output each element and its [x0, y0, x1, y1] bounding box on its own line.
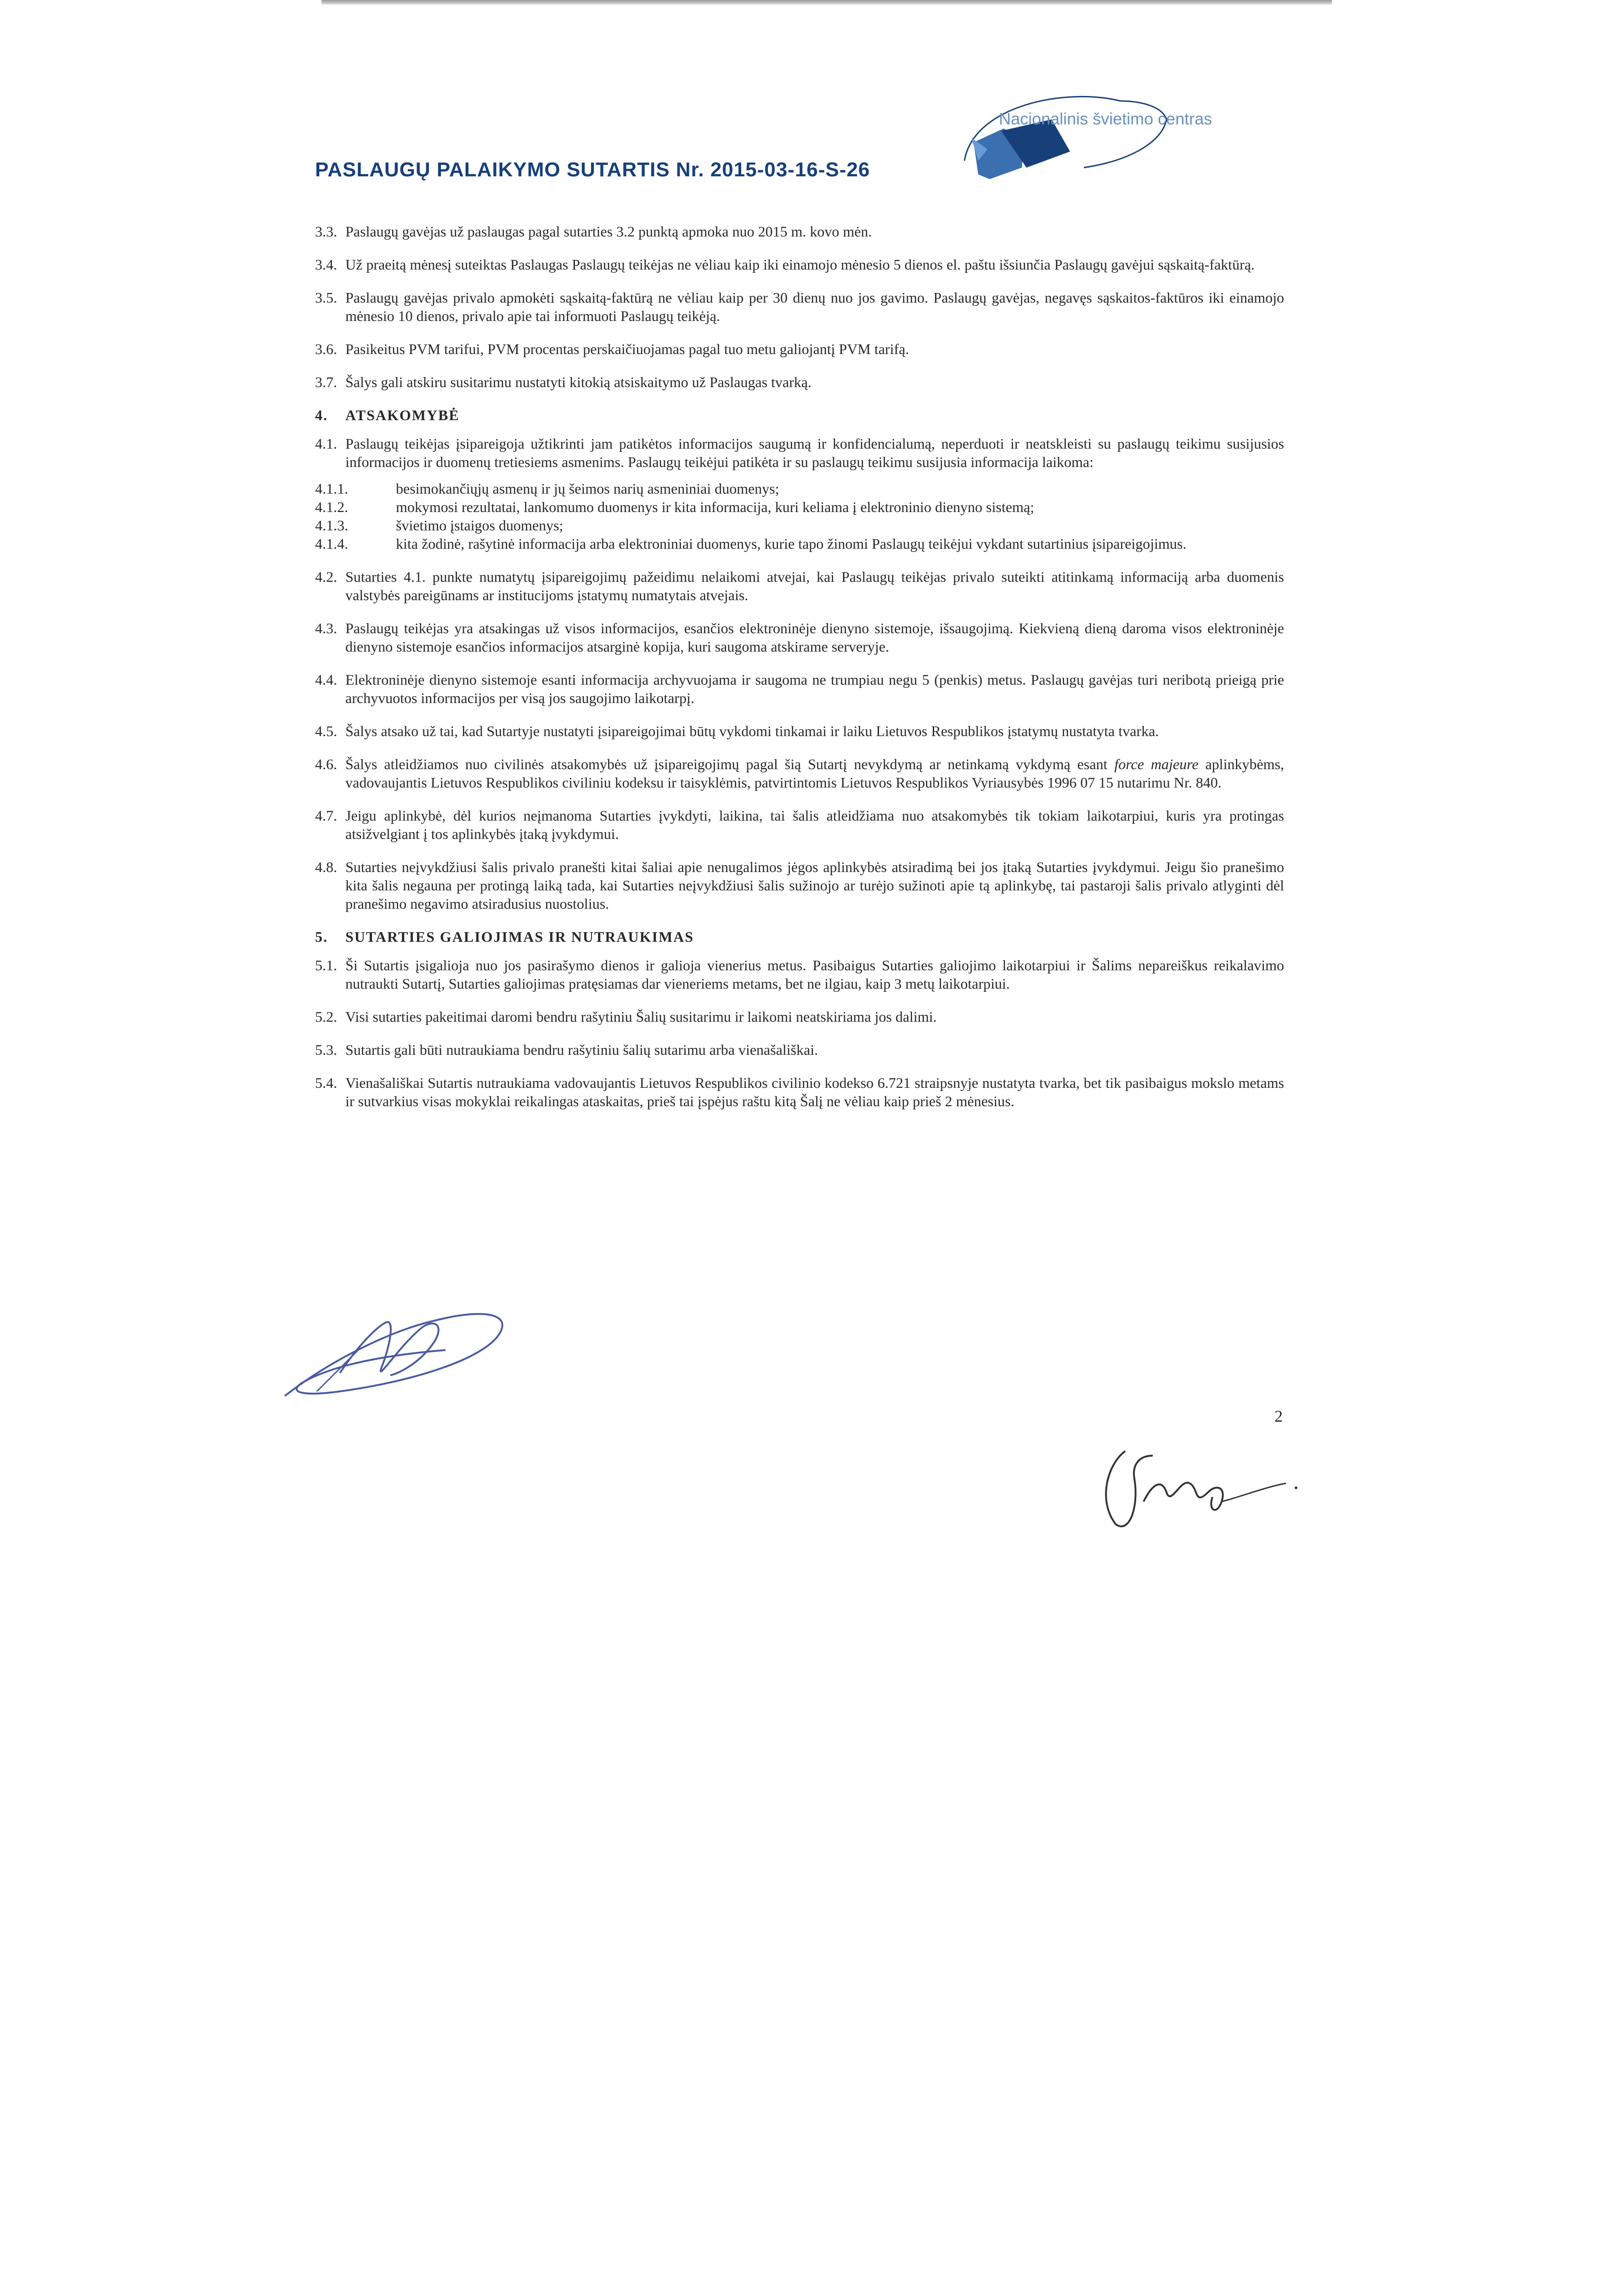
scan-edge-shadow	[321, 0, 1332, 5]
clause-number: 3.5.	[315, 289, 337, 306]
clause-number: 4.7.	[315, 807, 337, 824]
sub-clause-number: 4.1.3.	[315, 517, 348, 534]
clause-3-6	[315, 340, 1284, 358]
clause-number: 4.6.	[315, 756, 337, 772]
clause-number: 4.5.	[315, 723, 337, 739]
clause-number: 3.3.	[315, 223, 337, 240]
clause-number: 4.4.	[315, 671, 337, 688]
clause-text: Paslaugų gavėjas privalo apmokėti sąskaitą-faktūrą ne vėliau kaip per 30 dienų nuo jos gavimo. Paslaugų gavėjas, negavęs sąskaitos-faktūros iki einamojo mėnesio 10 dienos, privalo apie tai informuoti Paslaugų teikėją.	[345, 289, 1284, 324]
clause-text: Pasikeitus PVM tarifui, PVM procentas perskaičiuojamas pagal tuo metu galiojantį PVM tarifą.	[345, 341, 909, 357]
clause-number: 4.8.	[315, 859, 337, 875]
signature-left-icon	[271, 1277, 528, 1414]
clause-3-3	[315, 222, 1284, 241]
document-title: PASLAUGŲ PALAIKYMO SUTARTIS Nr. 2015-03-16-S-26	[315, 158, 870, 181]
clause-text-part-a: Šalys atleidžiamos nuo civilinės atsakomybės už įsipareigojimų pagal šią Sutartį nevykdymą ar netinkamą vykdymą esant	[345, 756, 1108, 772]
clause-italic-term: force majeure	[1114, 756, 1199, 772]
clause-number: 4.2.	[315, 568, 337, 585]
clause-number: 5.4.	[315, 1075, 337, 1091]
clause-5-2	[315, 1007, 1284, 1026]
clause-text: Jeigu aplinkybė, dėl kurios neįmanoma Sutarties įvykdyti, laikina, tai šalis atleidžiama nuo atsakomybės tik tokiam laikotarpiui, kuris yra protingas atsižvelgiant į tos aplinkybės įtaką įvykdymui.	[345, 807, 1284, 842]
clause-text: Už praeitą mėnesį suteiktas Paslaugas Paslaugų teikėjas ne vėliau kaip iki einamojo mėnesio 5 dienos el. paštu išsiunčia Paslaugų gavėjui sąskaitą-faktūrą.	[345, 256, 1255, 273]
clause-4-6	[315, 755, 1284, 792]
sub-clause-number: 4.1.1.	[315, 480, 348, 497]
clause-text: Šalys atsako už tai, kad Sutartyje nustatyti įsipareigojimai būtų vykdomi tinkamai ir laiku Lietuvos Respublikos įstatymų nustatyta tvarka.	[345, 723, 1159, 739]
section-number: 5.	[315, 929, 328, 945]
clause-5-3	[315, 1041, 1284, 1059]
page-number: 2	[1274, 1407, 1283, 1425]
nsc-logo-icon	[946, 69, 1203, 188]
clause-text: Sutarties neįvykdžiusi šalis privalo pranešti kitai šaliai apie nenugalimos jėgos aplinkybės atsiradimą bei jos įtaką Sutarties įvykdymui. Jeigu šio pranešimo kita šalis negauna per protingą laiką tada, kai Sutarties neįvykdžiusi šalis sužinojo ar turėjo sužinoti apie tą aplinkybę, tai pastaroji šalis privalo atlyginti dėl pranešimo negavimo atsiradusius nuostolius.	[345, 859, 1284, 912]
sub-clause-4-1-3	[315, 516, 1284, 535]
sub-clause-text: mokymosi rezultatai, lankomumo duomenys ir kita informacija, kuri keliama į elektroninio dienyno sistemą;	[396, 499, 1034, 515]
sub-clause-4-1-1	[315, 479, 1284, 498]
clause-number: 3.4.	[315, 256, 337, 273]
clause-4-3	[315, 619, 1284, 656]
sub-clause-text: kita žodinė, rašytinė informacija arba elektroniniai duomenys, kurie tapo žinomi Paslaugų teikėjui vykdant sutartinius įsipareigojimus.	[396, 535, 1187, 552]
clause-text: Šalys gali atskiru susitarimu nustatyti kitokią atsiskaitymo už Paslaugas tvarką.	[345, 374, 812, 390]
clause-3-5	[315, 288, 1284, 325]
clause-5-1	[315, 956, 1284, 993]
clause-number: 3.6.	[315, 341, 337, 357]
clause-number: 3.7.	[315, 374, 337, 390]
section-title: ATSAKOMYBĖ	[345, 407, 460, 423]
clause-4-5	[315, 722, 1284, 740]
clause-text: Sutartis gali būti nutraukiama bendru rašytiniu šalių sutarimu arba vienašališkai.	[345, 1041, 818, 1058]
sub-clause-number: 4.1.4.	[315, 535, 348, 552]
document-body	[315, 222, 1284, 1125]
clause-number: 5.3.	[315, 1041, 337, 1058]
sub-clause-text: besimokančiųjų asmenų ir jų šeimos narių asmeniniai duomenys;	[396, 480, 779, 497]
sub-clause-4-1-2	[315, 498, 1284, 516]
section-heading-5	[315, 928, 1284, 946]
clause-text: Sutarties 4.1. punkte numatytų įsipareigojimų pažeidimu nelaikomi atvejai, kai Paslaugų teikėjas privalo suteikti atitinkamą informaciją arba duomenis valstybės pareigūnams ar institucijoms įstatymų numatytais atvejais.	[345, 568, 1284, 603]
section-number: 4.	[315, 407, 328, 423]
clause-text: Visi sutarties pakeitimai daromi bendru rašytiniu Šalių susitarimu ir laikomi neatskiriama jos dalimi.	[345, 1008, 937, 1025]
initials-right-icon	[1088, 1437, 1304, 1534]
clause-number: 5.2.	[315, 1008, 337, 1025]
clause-text: Paslaugų gavėjas už paslaugas pagal sutarties 3.2 punktą apmoka nuo 2015 m. kovo mėn.	[345, 223, 872, 240]
sub-clause-list	[315, 479, 1284, 553]
clause-4-2	[315, 568, 1284, 604]
clause-text: Paslaugų teikėjas yra atsakingas už visos informacijos, esančios elektroninėje dienyno sistemoje, išsaugojimą. Kiekvieną dieną daroma visos elektroninėje dienyno sistemoje esančios informacijos atsarginė kopija, kuri saugoma atskirame serveryje.	[345, 620, 1284, 655]
clause-3-4	[315, 255, 1284, 274]
clause-4-1	[315, 434, 1284, 471]
section-heading-4	[315, 406, 1284, 424]
clause-5-4	[315, 1074, 1284, 1110]
clause-text: Paslaugų teikėjas įsipareigoja užtikrinti jam patikėtos informacijos saugumą ir konfidencialumą, neperduoti ir neatskleisti su paslaugų teikimu susijusios informacijos ir duomenų tretiesiems asmenims. Paslaugų teikėjui patikėta ir su paslaugų teikimu susijusia informacija laikoma:	[345, 435, 1284, 470]
clause-number: 4.1.	[315, 435, 337, 452]
sub-clause-4-1-4	[315, 535, 1284, 553]
logo-text: Nacionalinis švietimo centras	[999, 109, 1212, 128]
clause-text: Ši Sutartis įsigalioja nuo jos pasirašymo dienos ir galioja vienerius metus. Pasibaigus Sutarties galiojimo laikotarpiui ir Šalims nepareiškus reikalavimo nutraukti Sutartį, Sutarties galiojimas pratęsiamas dar vieneriems metams, bet ne ilgiau, kaip 3 metų laikotarpiui.	[345, 957, 1284, 992]
clause-4-4	[315, 670, 1284, 707]
clause-text: Vienašališkai Sutartis nutraukiama vadovaujantis Lietuvos Respublikos civilinio kodekso 6.721 straipsnyje nustatyta tvarka, bet tik pasibaigus mokslo metams ir sutvarkius visas mokyklai reikalingas ataskaitas, prieš tai įspėjus raštu kitą Šalį ne vėliau kaip prieš 2 mėnesius.	[345, 1075, 1284, 1109]
clause-4-8	[315, 858, 1284, 913]
sub-clause-number: 4.1.2.	[315, 499, 348, 515]
clause-text: Elektroninėje dienyno sistemoje esanti informacija archyvuojama ir saugoma ne trumpiau negu 5 (penkis) metus. Paslaugų gavėjas turi neribotą prieigą prie archyvuotos informacijos per visą jos saugojimo laikotarpį.	[345, 671, 1284, 706]
clause-number: 5.1.	[315, 957, 337, 974]
clause-text-part-b: aplinkybėms, vadovaujantis Lietuvos Respublikos civiliniu kodeksu ir taisyklėmis, patvirtintomis Lietuvos Respublikos Vyriausybės 1996 07 15 nutarimu Nr. 840.	[345, 756, 1284, 791]
section-title: SUTARTIES GALIOJIMAS IR NUTRAUKIMAS	[345, 929, 694, 945]
clause-4-7	[315, 806, 1284, 843]
clause-3-7	[315, 373, 1284, 391]
sub-clause-text: švietimo įstaigos duomenys;	[396, 517, 564, 534]
clause-number: 4.3.	[315, 620, 337, 636]
